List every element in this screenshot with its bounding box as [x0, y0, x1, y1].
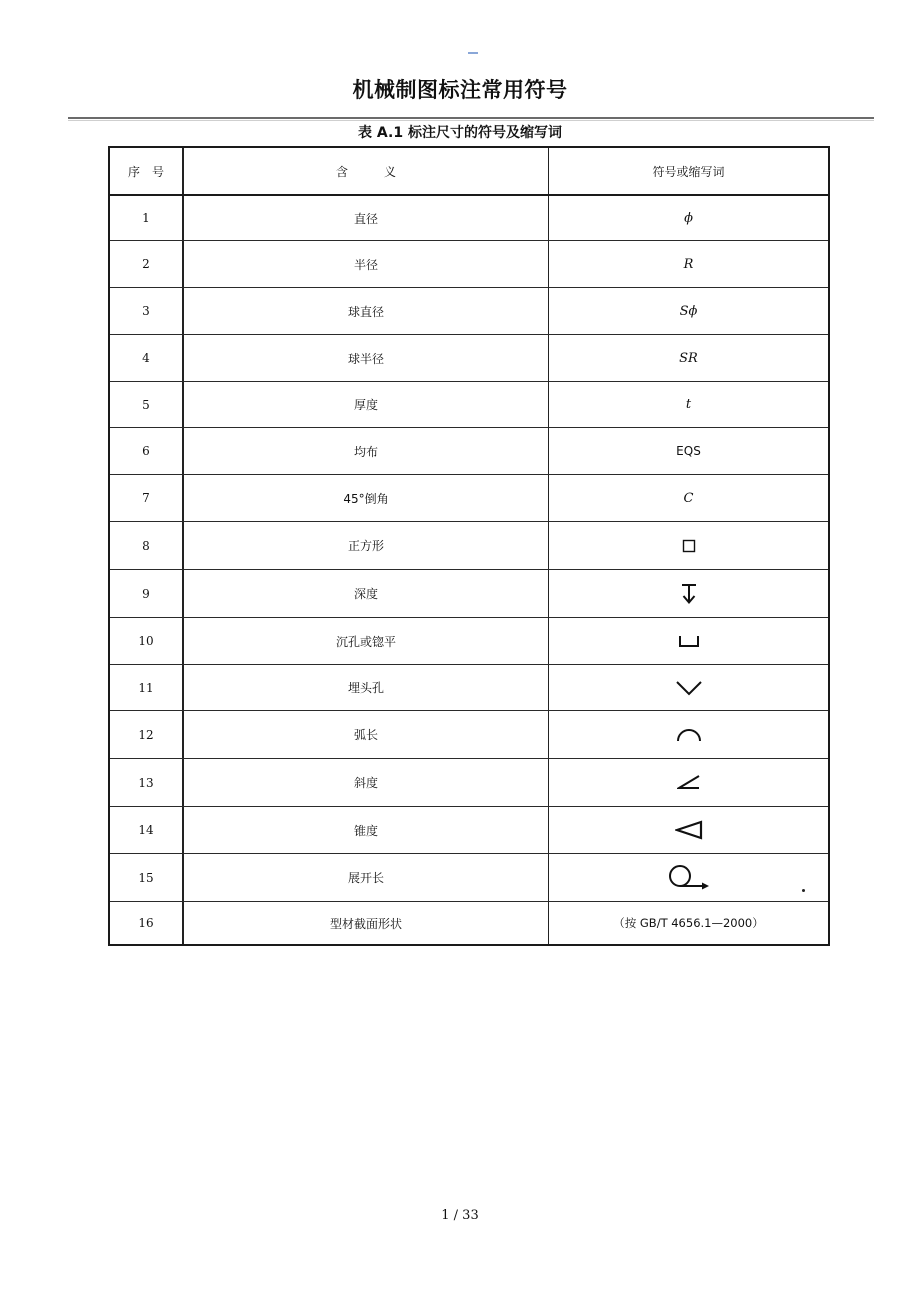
table-row — [110, 807, 828, 854]
row-number: 15 — [138, 870, 154, 885]
arc-length-icon — [549, 711, 828, 758]
row-number: 1 — [142, 211, 150, 225]
table-row — [110, 618, 828, 665]
table-row — [110, 475, 828, 522]
table-row — [110, 711, 828, 759]
table-row — [110, 522, 828, 570]
row-meaning: 均布 — [353, 444, 378, 459]
row-meaning: 展开长 — [347, 871, 384, 885]
title-divider-shadow — [68, 120, 874, 121]
table-header-row — [110, 148, 828, 196]
row-symbol — [549, 382, 828, 427]
square-icon — [549, 522, 828, 569]
table-row — [110, 759, 828, 807]
row-meaning: 球直径 — [347, 304, 384, 319]
row-meaning: 正方形 — [347, 539, 384, 553]
row-meaning: 锥度 — [353, 823, 378, 838]
title-divider — [68, 117, 874, 119]
row-meaning: 45°倒角 — [343, 491, 389, 506]
table-row — [110, 288, 828, 335]
row-meaning: 直径 — [353, 211, 378, 226]
row-number: 13 — [138, 775, 154, 790]
header-no: 序 号 — [127, 164, 164, 179]
table-row — [110, 902, 828, 944]
table-row — [110, 570, 828, 618]
row-number: 6 — [142, 444, 150, 458]
developed-length-icon — [549, 854, 828, 901]
row-number: 4 — [142, 351, 150, 365]
counterbore-icon — [549, 618, 828, 664]
row-number: 3 — [142, 304, 150, 318]
table-row — [110, 854, 828, 902]
table-caption: 表 A.1 标注尺寸的符号及缩写词 — [358, 125, 562, 141]
table-row — [110, 382, 828, 428]
symbol-text: EQS — [676, 444, 701, 458]
row-number: 12 — [138, 727, 154, 742]
row-meaning: 型材截面形状 — [329, 916, 402, 931]
row-number: 16 — [138, 916, 154, 930]
symbol-text: Sϕ — [679, 303, 698, 319]
taper-icon — [549, 807, 828, 853]
header-meaning: 含 义 — [335, 164, 396, 179]
row-symbol — [549, 196, 828, 240]
row-meaning: 球半径 — [347, 351, 384, 366]
countersink-icon — [549, 665, 828, 710]
row-number: 14 — [138, 823, 154, 837]
row-meaning: 厚度 — [353, 398, 378, 412]
symbol-text: t — [685, 397, 692, 412]
stray-dot — [802, 889, 805, 892]
table-row — [110, 335, 828, 382]
table-row — [110, 665, 828, 711]
row-symbol — [549, 428, 828, 474]
row-number: 9 — [142, 586, 150, 601]
row-symbol — [549, 335, 828, 381]
row-meaning: 斜度 — [353, 776, 378, 790]
row-symbol — [549, 241, 828, 287]
slope-icon — [549, 759, 828, 806]
row-number: 11 — [138, 680, 154, 695]
row-meaning: 沉孔或锪平 — [335, 634, 396, 649]
row-meaning: 埋头孔 — [347, 681, 384, 695]
row-number: 8 — [142, 538, 150, 553]
row-number: 7 — [142, 491, 150, 505]
table-row — [110, 241, 828, 288]
table-row — [110, 196, 828, 241]
row-number: 2 — [142, 257, 150, 271]
symbol-text: SR — [679, 350, 698, 366]
row-symbol — [549, 902, 828, 944]
row-meaning: 深度 — [353, 587, 378, 601]
symbol-text: （按 GB/T 4656.1—2000） — [613, 916, 764, 930]
row-meaning: 弧长 — [353, 728, 378, 742]
row-number: 5 — [142, 397, 150, 412]
symbol-text: C — [683, 490, 694, 506]
symbol-text: R — [683, 256, 694, 272]
depth-icon — [549, 570, 828, 617]
row-symbol — [549, 288, 828, 334]
page-number: 1 / 33 — [441, 1208, 479, 1223]
symbol-table — [108, 146, 830, 946]
header-mark — [468, 52, 478, 54]
row-meaning: 半径 — [353, 257, 378, 272]
table-row — [110, 428, 828, 475]
symbol-text: ϕ — [684, 210, 693, 226]
header-symbol: 符号或缩写词 — [652, 164, 725, 179]
page-title: 机械制图标注常用符号 — [352, 78, 568, 102]
row-symbol — [549, 475, 828, 521]
row-number: 10 — [138, 634, 154, 648]
